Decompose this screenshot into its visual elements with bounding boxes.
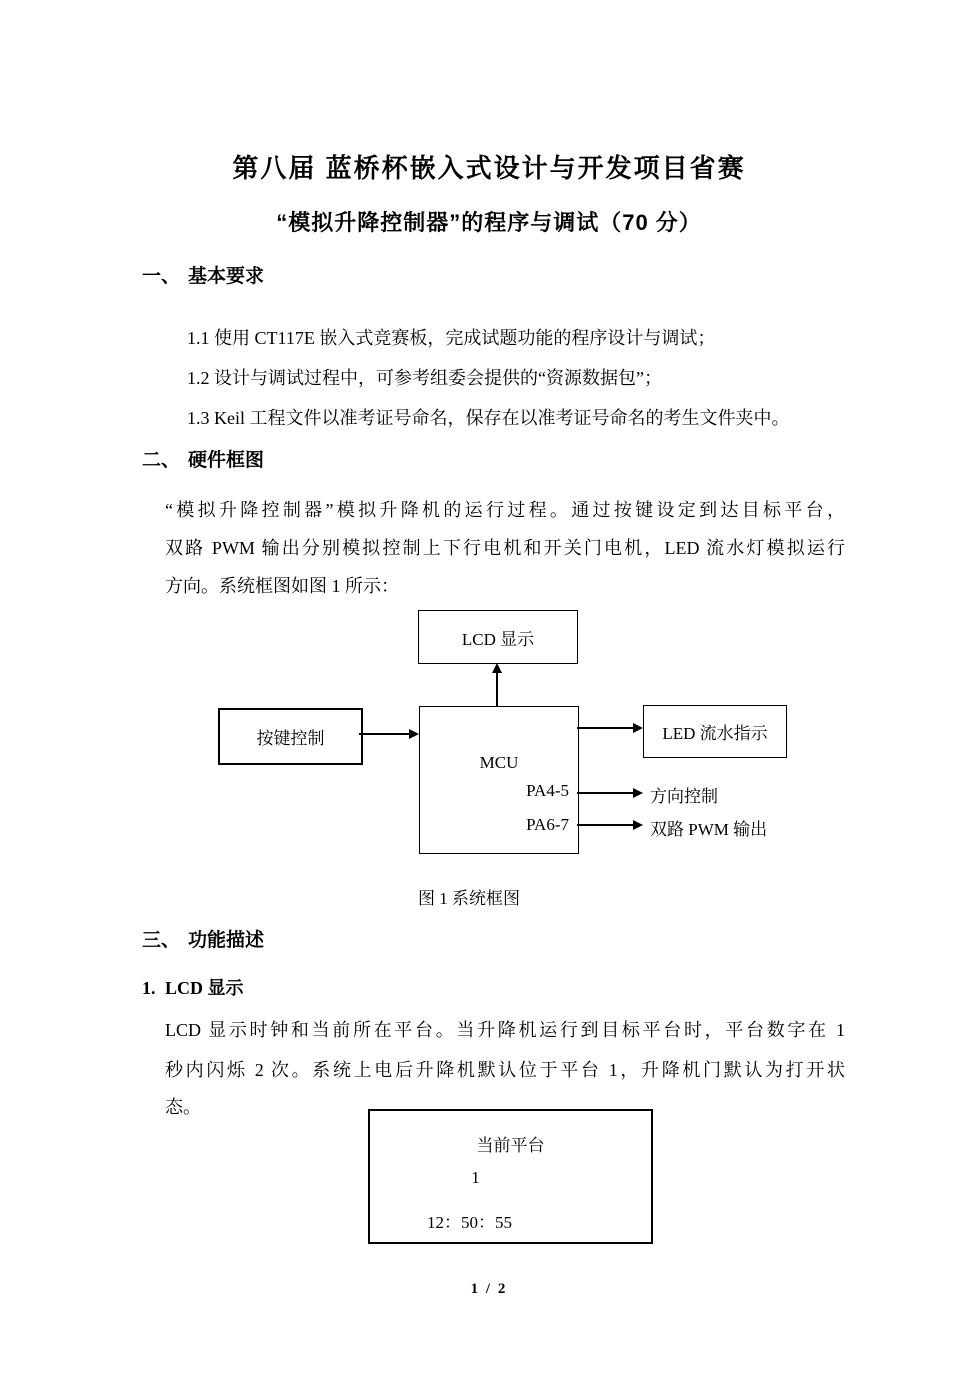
diagram-box-lcd-label: LCD 显示: [461, 629, 535, 649]
section1-heading: [142, 261, 264, 288]
diagram-box-mcu-label: MCU: [479, 753, 519, 772]
page-subtitle: “模拟升降控制器”的程序与调试（70 分）: [276, 210, 702, 235]
section3-heading-number: 三、: [142, 930, 181, 951]
section1-heading-number: 一、: [142, 266, 181, 287]
diagram-box-lcd: [418, 610, 578, 664]
requirement-item-2: 1.2 设计与调试过程中，可参考组委会提供的“资源数据包”；: [187, 368, 662, 388]
lcd-screen-platform-number: 1: [471, 1168, 480, 1187]
page-title: 第八届 蓝桥杯嵌入式设计与开发项目省赛: [232, 153, 746, 183]
section2-paragraph-line-1: “模拟升降控制器”模拟升降机的运行过程。通过按键设定到达目标平台，: [165, 500, 845, 520]
figure1-caption: 图 1 系统框图: [418, 889, 520, 908]
arrow-keys-to-mcu-line: [359, 733, 409, 735]
section3-subheading-number: 1.: [142, 978, 156, 998]
section3-paragraph-line-3: 态。: [165, 1097, 201, 1117]
diagram-mcu-pin-pa45: PA4-5: [526, 781, 569, 800]
arrow-pa45-line: [577, 792, 633, 794]
page-number: 1 / 2: [470, 1281, 508, 1297]
section3-paragraph-line-1: LCD 显示时钟和当前所在平台。当升降机运行到目标平台时，平台数字在 1: [165, 1020, 845, 1040]
requirement-item-3: 1.3 Keil 工程文件以准考证号命名，保存在以准考证号命名的考生文件夹中。: [187, 408, 790, 428]
arrow-pa45-head: [633, 788, 643, 798]
arrow-mcu-to-led-line: [577, 727, 633, 729]
arrow-pa67-line: [577, 824, 633, 826]
arrow-label-pwm-output: 双路 PWM 输出: [650, 820, 768, 839]
section3-subheading-lcd: [142, 974, 244, 1000]
arrow-mcu-to-led-head: [633, 723, 643, 733]
arrow-label-direction-control: 方向控制: [650, 787, 718, 806]
section2-heading-label: 硬件框图: [188, 450, 265, 471]
arrow-pa67-head: [633, 820, 643, 830]
arrow-keys-to-mcu-head: [409, 729, 419, 739]
diagram-box-mcu: [419, 706, 579, 854]
section3-subheading-label: LCD 显示: [165, 978, 244, 998]
diagram-box-led: [643, 705, 787, 758]
section3-heading-label: 功能描述: [188, 930, 265, 951]
section2-heading: [142, 445, 264, 472]
section2-heading-number: 二、: [142, 450, 181, 471]
diagram-box-keys: [218, 708, 363, 765]
section1-heading-label: 基本要求: [188, 266, 265, 287]
section2-paragraph-line-2: 双路 PWM 输出分别模拟控制上下行电机和开关门电机，LED 流水灯模拟运行: [165, 538, 845, 558]
lcd-screen-clock: 12：50：55: [427, 1213, 512, 1232]
lcd-screen-platform-label: 当前平台: [476, 1136, 545, 1155]
section3-heading: [142, 925, 264, 952]
section2-paragraph-line-3: 方向。系统框图如图 1 所示：: [165, 576, 399, 596]
section3-paragraph-line-2: 秒内闪烁 2 次。系统上电后升降机默认位于平台 1，升降机门默认为打开状: [165, 1060, 845, 1080]
diagram-box-keys-label: 按键控制: [256, 729, 325, 748]
arrow-mcu-to-lcd-line: [496, 671, 498, 706]
diagram-mcu-pin-pa67: PA6-7: [526, 815, 569, 834]
lcd-screen-box: [368, 1109, 653, 1244]
diagram-box-led-label: LED 流水指示: [662, 724, 768, 743]
requirement-item-1: 1.1 使用 CT117E 嵌入式竞赛板，完成试题功能的程序设计与调试；: [187, 328, 716, 348]
